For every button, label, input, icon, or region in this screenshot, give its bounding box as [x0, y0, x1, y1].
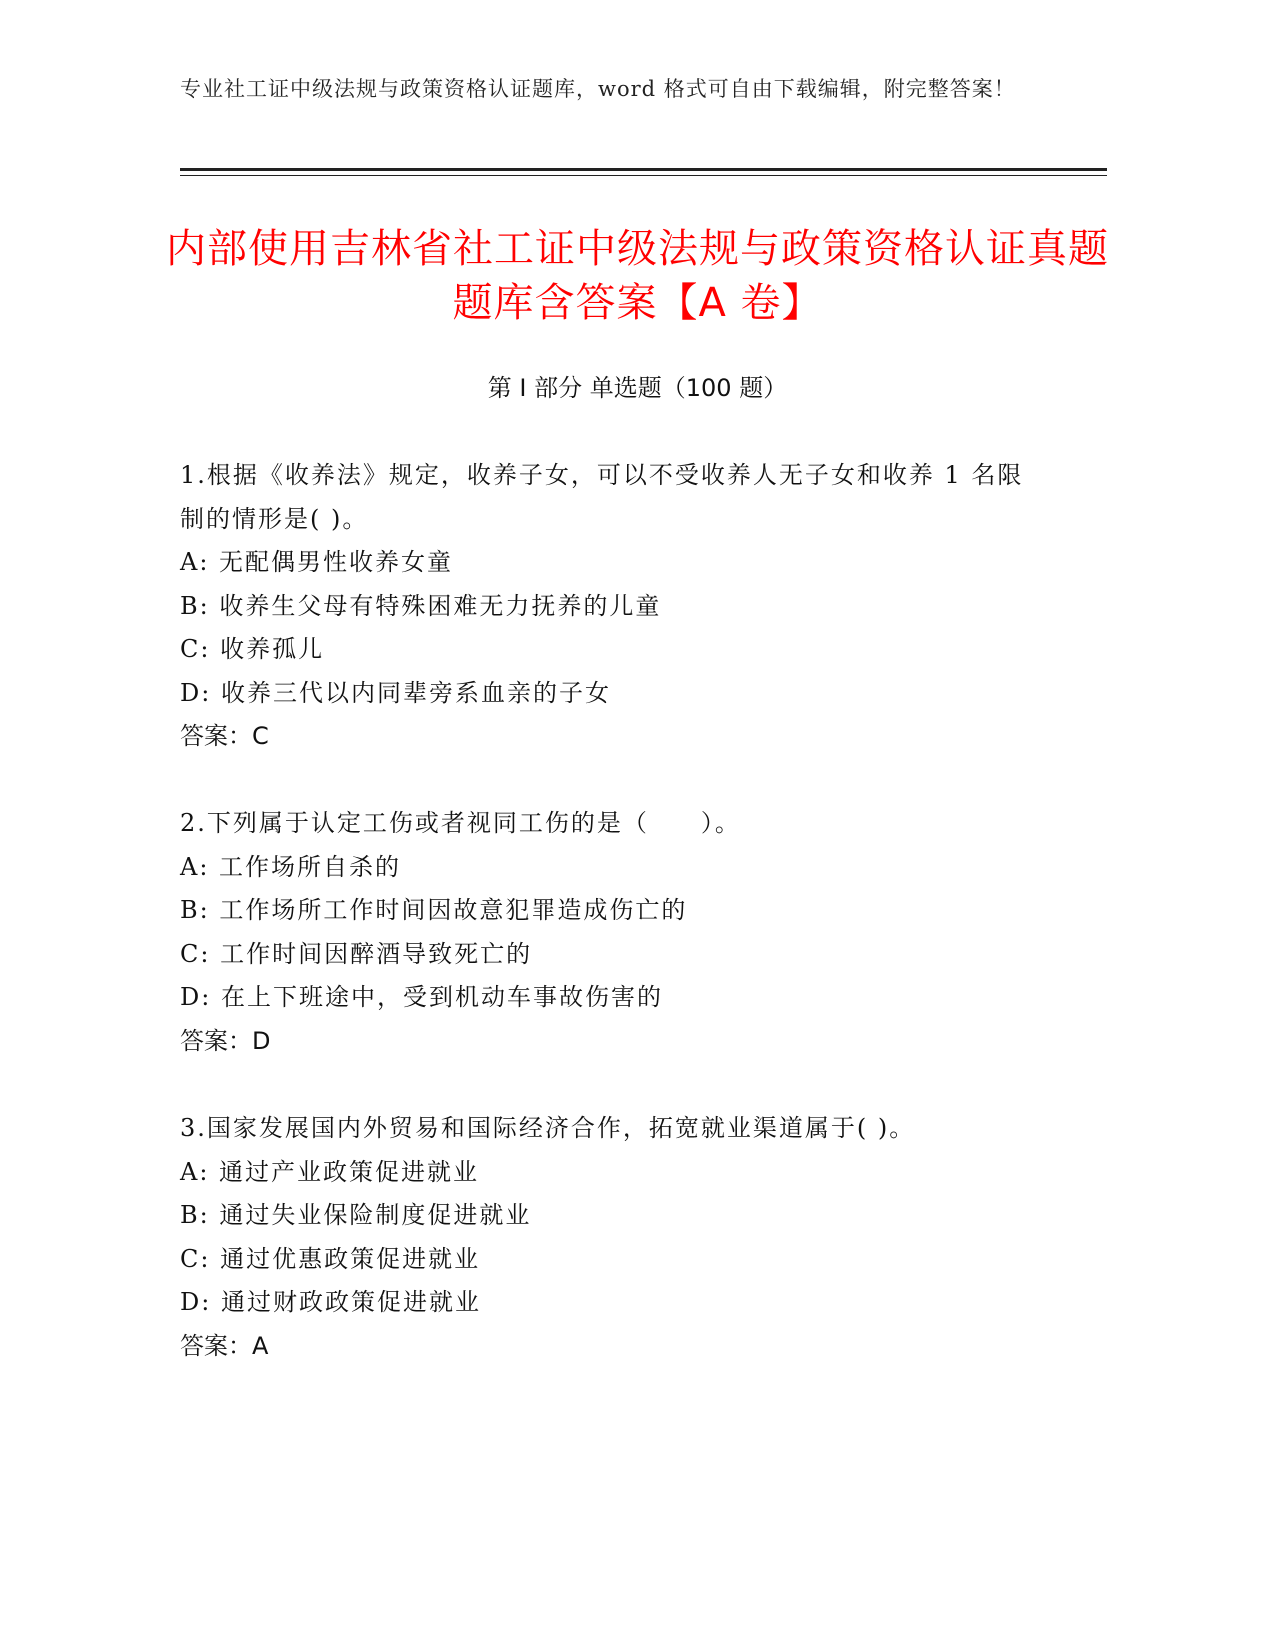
option-c: C: 通过优惠政策促进就业	[180, 1244, 481, 1273]
option-c: C: 工作时间因醉酒导致死亡的	[180, 939, 533, 968]
option-d: D: 收养三代以内同辈旁系血亲的子女	[180, 678, 611, 707]
option-a: A: 通过产业政策促进就业	[180, 1157, 480, 1186]
option-b: B: 工作场所工作时间因故意犯罪造成伤亡的	[180, 896, 688, 924]
question-stem: 3.国家发展国内外贸易和国际经济合作，拓宽就业渠道属于( )。	[180, 1114, 916, 1142]
answer-line: 答案：D	[180, 1026, 271, 1055]
option-d: D: 在上下班途中，受到机动车事故伤害的	[180, 983, 663, 1011]
option-a: A: 无配偶男性收养女童	[180, 548, 454, 576]
option-a: A: 工作场所自杀的	[180, 852, 402, 881]
question-2	[180, 802, 1040, 1063]
header-note: 专业社工证中级法规与政策资格认证题库，word 格式可自由下载编辑，附完整答案！	[180, 77, 1016, 101]
question-stem: 1.根据《收养法》规定，收养子女，可以不受收养人无子女和收养 1 名限制的情形是( )。	[180, 461, 1024, 533]
option-b: B: 通过失业保险制度促进就业	[180, 1201, 532, 1229]
question-1	[180, 454, 1040, 759]
header-divider-thick	[180, 168, 1107, 171]
option-b: B: 收养生父母有特殊困难无力抚养的儿童	[180, 591, 662, 620]
header-divider-thin	[180, 175, 1107, 176]
option-d: D: 通过财政政策促进就业	[180, 1288, 481, 1316]
option-c: C: 收养孤儿	[180, 635, 325, 663]
answer-line: 答案：A	[180, 1331, 269, 1360]
question-stem: 2.下列属于认定工伤或者视同工伤的是（ ）。	[180, 809, 741, 837]
document-title: 内部使用吉林省社工证中级法规与政策资格认证真题题库含答案【A 卷】	[166, 226, 1109, 326]
question-3	[180, 1107, 1040, 1368]
section-heading: 第 I 部分 单选题（100 题）	[487, 374, 788, 402]
answer-line: 答案：C	[180, 722, 269, 750]
